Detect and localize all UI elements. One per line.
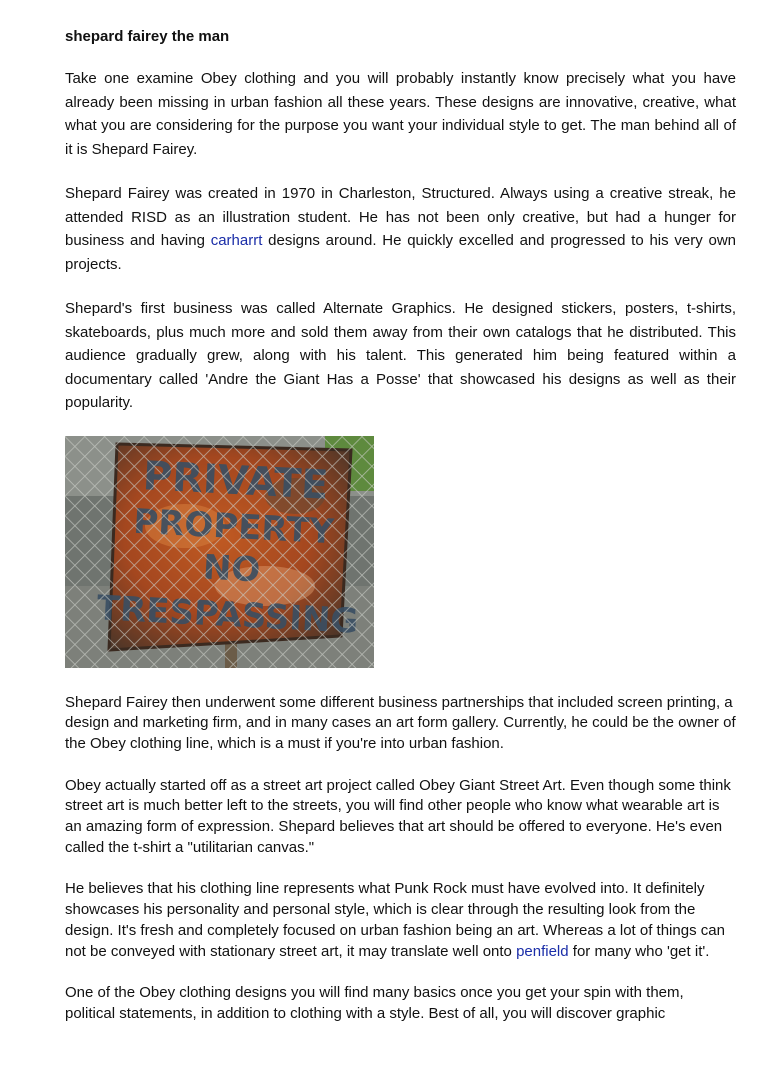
document-page	[65, 26, 736, 1046]
paragraph-text: Shepard's first business was called Alternate Graphics. He designed stickers, posters, t-shirts, skateboards, plus much more and sold them away from their own catalogs that he distributed. This audience gradually grew, along with his talent. This generated him being featured within a documentary called 'Andre the Giant Has a Posse' that showcased his designs as well as their popularity.	[65, 300, 736, 411]
paragraph-text: Shepard Fairey was created in 1970 in Charleston, Structured. Always using a creative streak, he attended RISD as an illustration student. He has not been only creative, but had a hunger for business and having	[65, 185, 736, 249]
paragraph-text: One of the Obey clothing designs you will find many basics once you get your spin with them, political statements, in addition to clothing with a style. Best of all, you will discover graphic	[65, 984, 684, 1022]
private-property-sign-photo	[65, 436, 374, 668]
paragraph-5	[65, 776, 736, 859]
paragraph-text: Shepard Fairey then underwent some different business partnerships that included screen printing, a design and marketing firm, and in many cases an art form gallery. Currently, he could be the owner of the Obey clothing line, which is a must if you're into urban fashion.	[65, 693, 736, 752]
carharrt-link[interactable]: carharrt	[210, 232, 263, 249]
paragraph-1	[65, 67, 736, 161]
penfield-link[interactable]: penfield	[516, 942, 569, 960]
paragraph-6	[65, 879, 736, 962]
paragraph-text: He believes that his clothing line represents what Punk Rock must have evolved into. It definitely showcases his personality and personal style, which is clear through the resulting look from the design. It's fresh and completely focused on urban fashion being an art. Whereas a lot of things can not be conveyed with stationary street art, it may translate well onto	[65, 880, 725, 960]
paragraph-text: designs around. He quickly excelled and progressed to his very own projects.	[65, 232, 736, 273]
paragraph-2	[65, 182, 736, 276]
paragraph-3	[65, 297, 736, 415]
paragraph-4	[65, 693, 736, 755]
paragraph-text: Take one examine Obey clothing and you will probably instantly know precisely what you have already been missing in urban fashion all these years. These designs are innovative, creative, what what you are considering for the purpose you want your individual style to get. The man behind all of it is Shepard Fairey.	[65, 70, 736, 158]
paragraph-text: for many who 'get it'.	[568, 942, 710, 960]
paragraph-text: Obey actually started off as a street art project called Obey Giant Street Art. Even though some think street art is much better left to the streets, you will find other people who know what wearable art is an amazing form of expression. Shepard believes that art should be offered to everyone. He's even called the t-shirt a "utilitarian canvas."	[65, 776, 731, 856]
chain-link-fence	[65, 436, 374, 668]
document-title: shepard fairey the man	[65, 28, 230, 45]
paragraph-7	[65, 983, 736, 1024]
